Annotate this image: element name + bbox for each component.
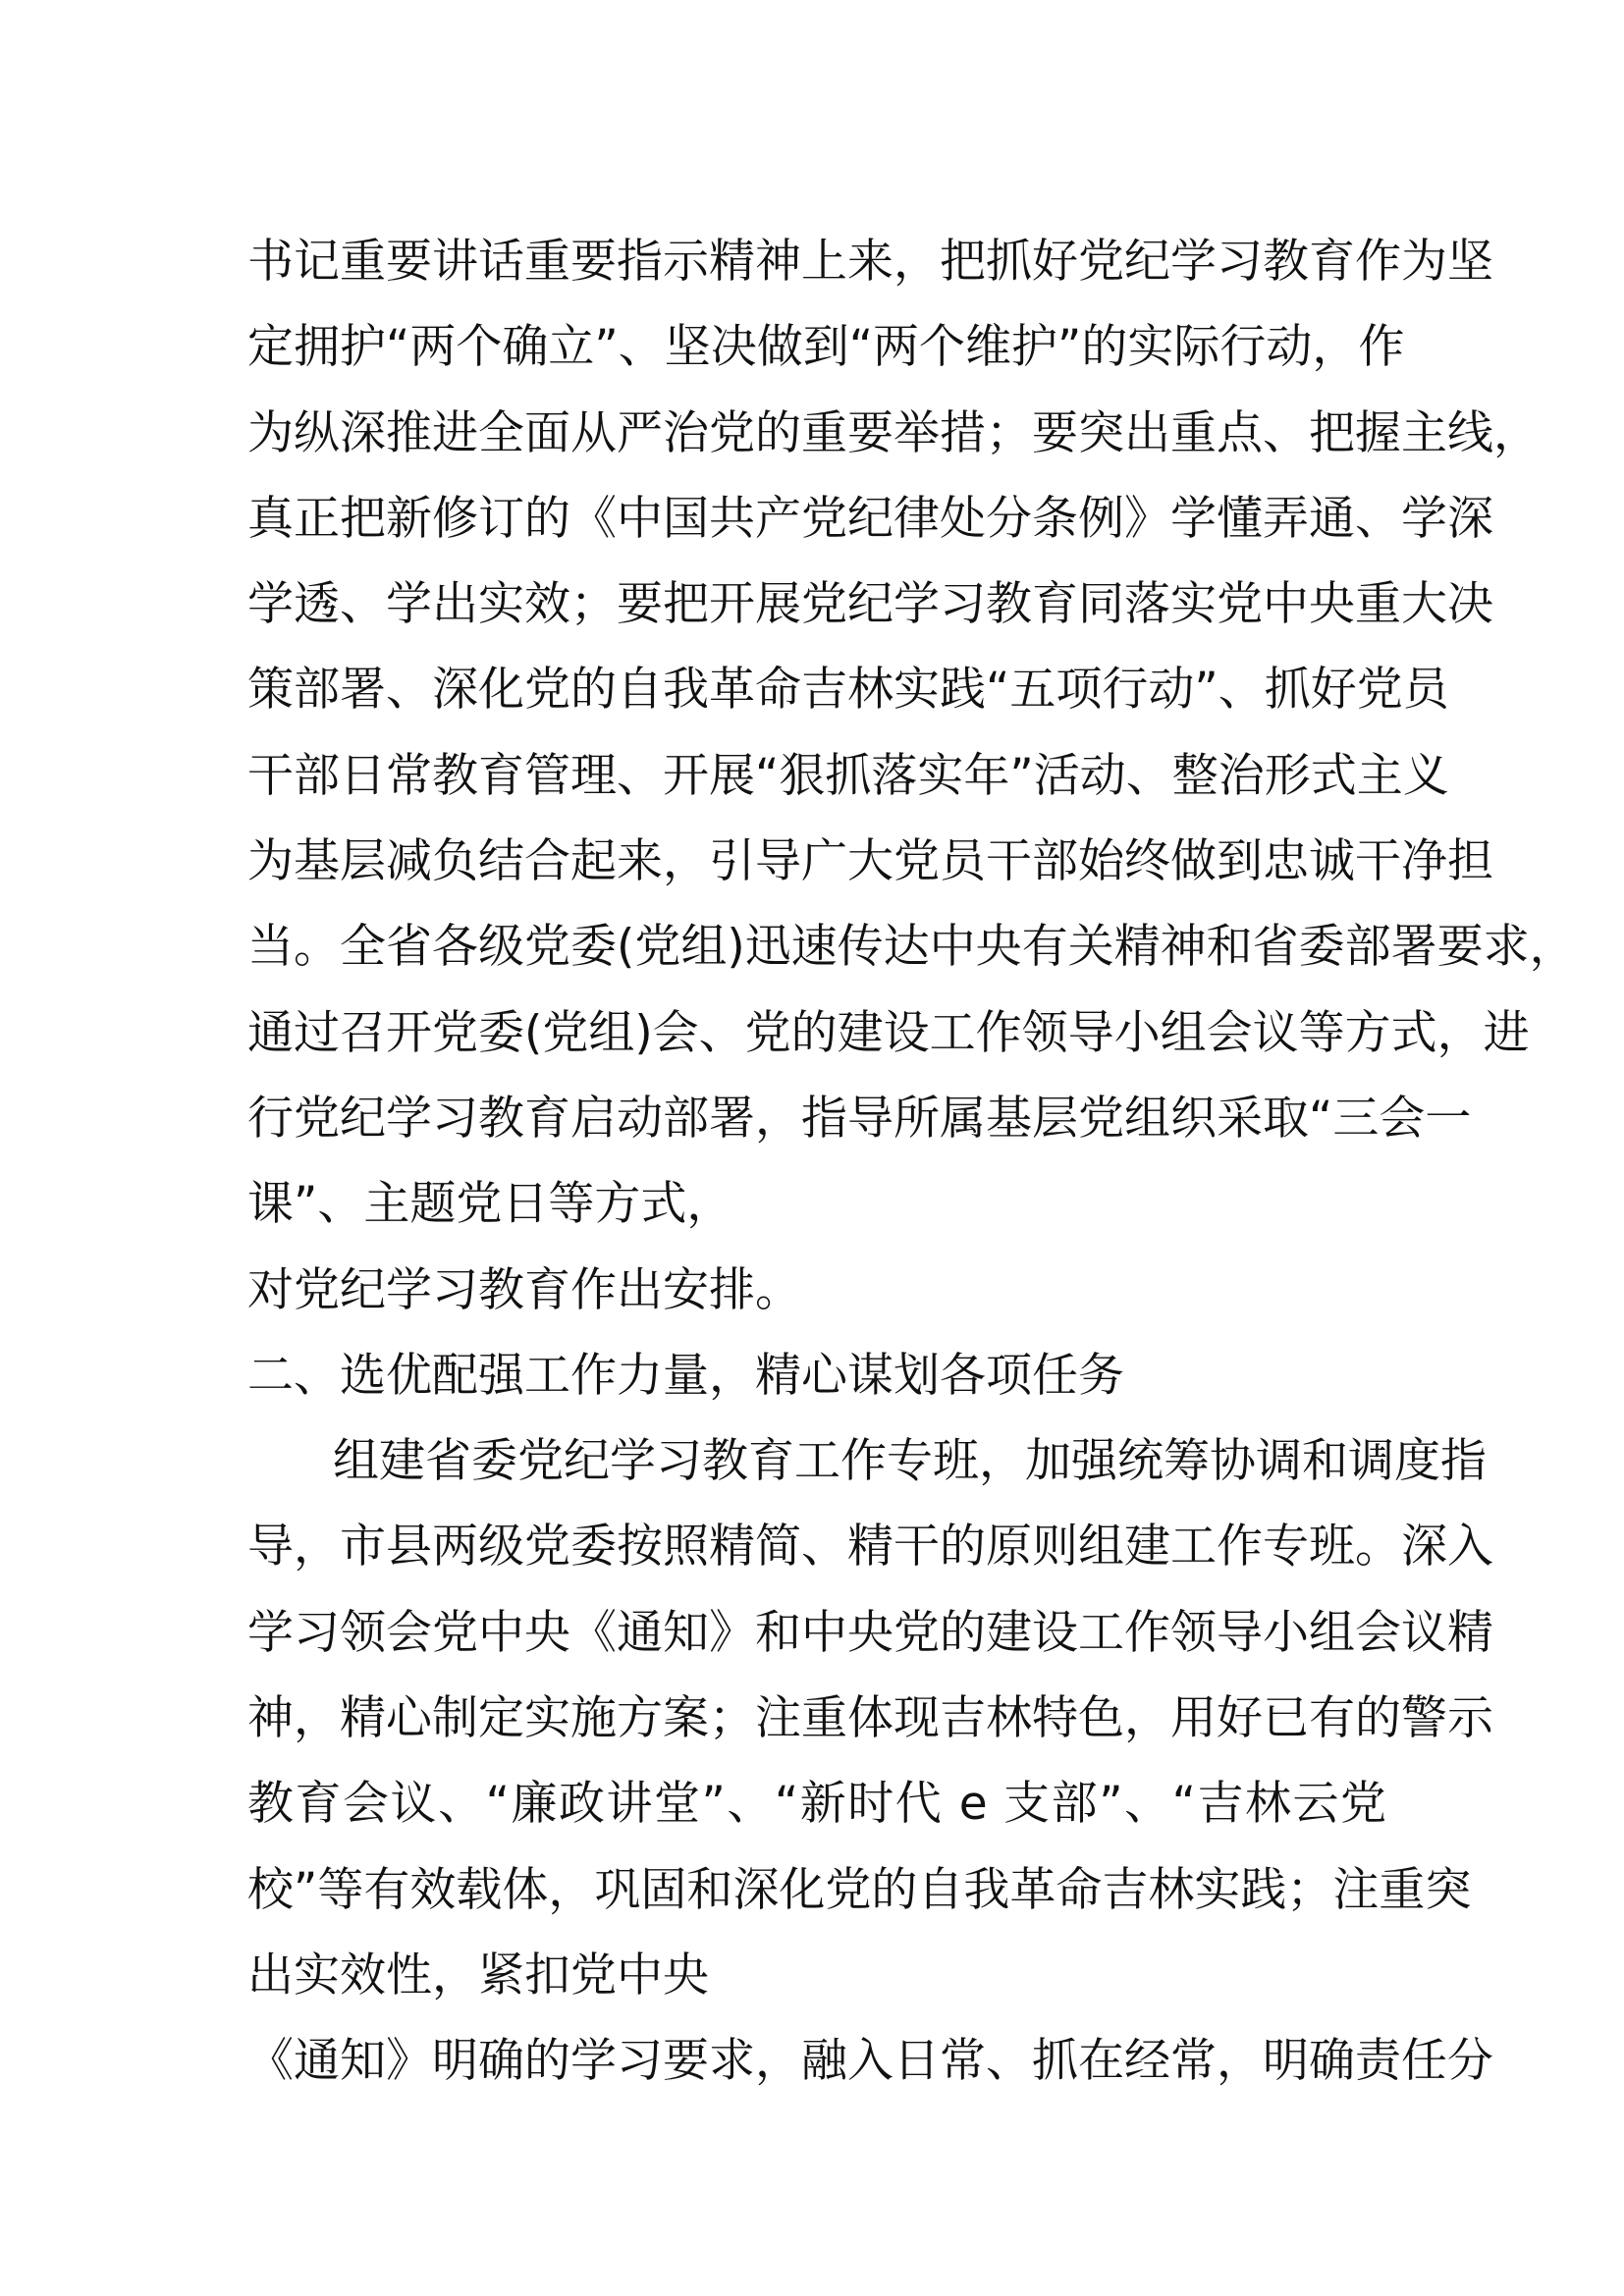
body-text-line: 学透、学出实效；要把开展党纪学习教育同落实党中央重大决 [247,577,1493,632]
body-text-line: 为基层减负结合起来，引导广大党员干部始终做到忠诚干净担 [247,834,1493,889]
body-text-line: 定拥护“两个确立”、坚决做到“两个维护”的实际行动，作 [247,320,1405,375]
document-page [247,219,1576,2105]
body-text-line: 干部日常教育管理、开展“狠抓落实年”活动、整治形式主义 [247,748,1449,803]
body-text-line: 当。全省各级党委(党组)迅速传达中央有关精神和省委部署要求， [247,920,1576,975]
body-text-line: 教育会议、“廉政讲堂”、“新时代 e 支部”、“吉林云党 [247,1777,1386,1832]
body-text-line: 策部署、深化党的自我革命吉林实践“五项行动”、抓好党员 [247,663,1449,718]
body-text-line: 导，市县两级党委按照精简、精干的原则组建工作专班。深入 [247,1520,1493,1575]
body-text-line: 学习领会党中央《通知》和中央党的建设工作领导小组会议精 [247,1605,1493,1660]
body-text-line: 《通知》明确的学习要求，融入日常、抓在经常，明确责任分 [247,2034,1493,2089]
section-heading: 二、选优配强工作力量，精心谋划各项任务 [247,1348,1124,1403]
body-text-line: 神，精心制定实施方案；注重体现吉林特色，用好已有的警示 [247,1691,1493,1746]
body-text-line: 为纵深推进全面从严治党的重要举措；要突出重点、把握主线， [247,405,1540,460]
body-text-line: 组建省委党纪学习教育工作专班，加强统筹协调和调度指 [333,1434,1487,1489]
body-text-line: 出实效性，紧扣党中央 [247,1948,709,2002]
body-text-line: 行党纪学习教育启动部署，指导所属基层党组织采取“三会一 [247,1091,1472,1146]
body-text-line: 校”等有效载体，巩固和深化党的自我革命吉林实践；注重突 [247,1862,1472,1917]
body-text-line: 真正把新修订的《中国共产党纪律处分条例》学懂弄通、学深 [247,491,1493,546]
body-text-line: 书记重要讲话重要指示精神上来，把抓好党纪学习教育作为坚 [247,235,1493,289]
body-text-line: 课”、主题党日等方式， [247,1177,733,1232]
body-text-line: 对党纪学习教育作出安排。 [247,1262,801,1317]
body-text-line: 通过召开党委(党组)会、党的建设工作领导小组会议等方式，进 [247,1005,1530,1060]
